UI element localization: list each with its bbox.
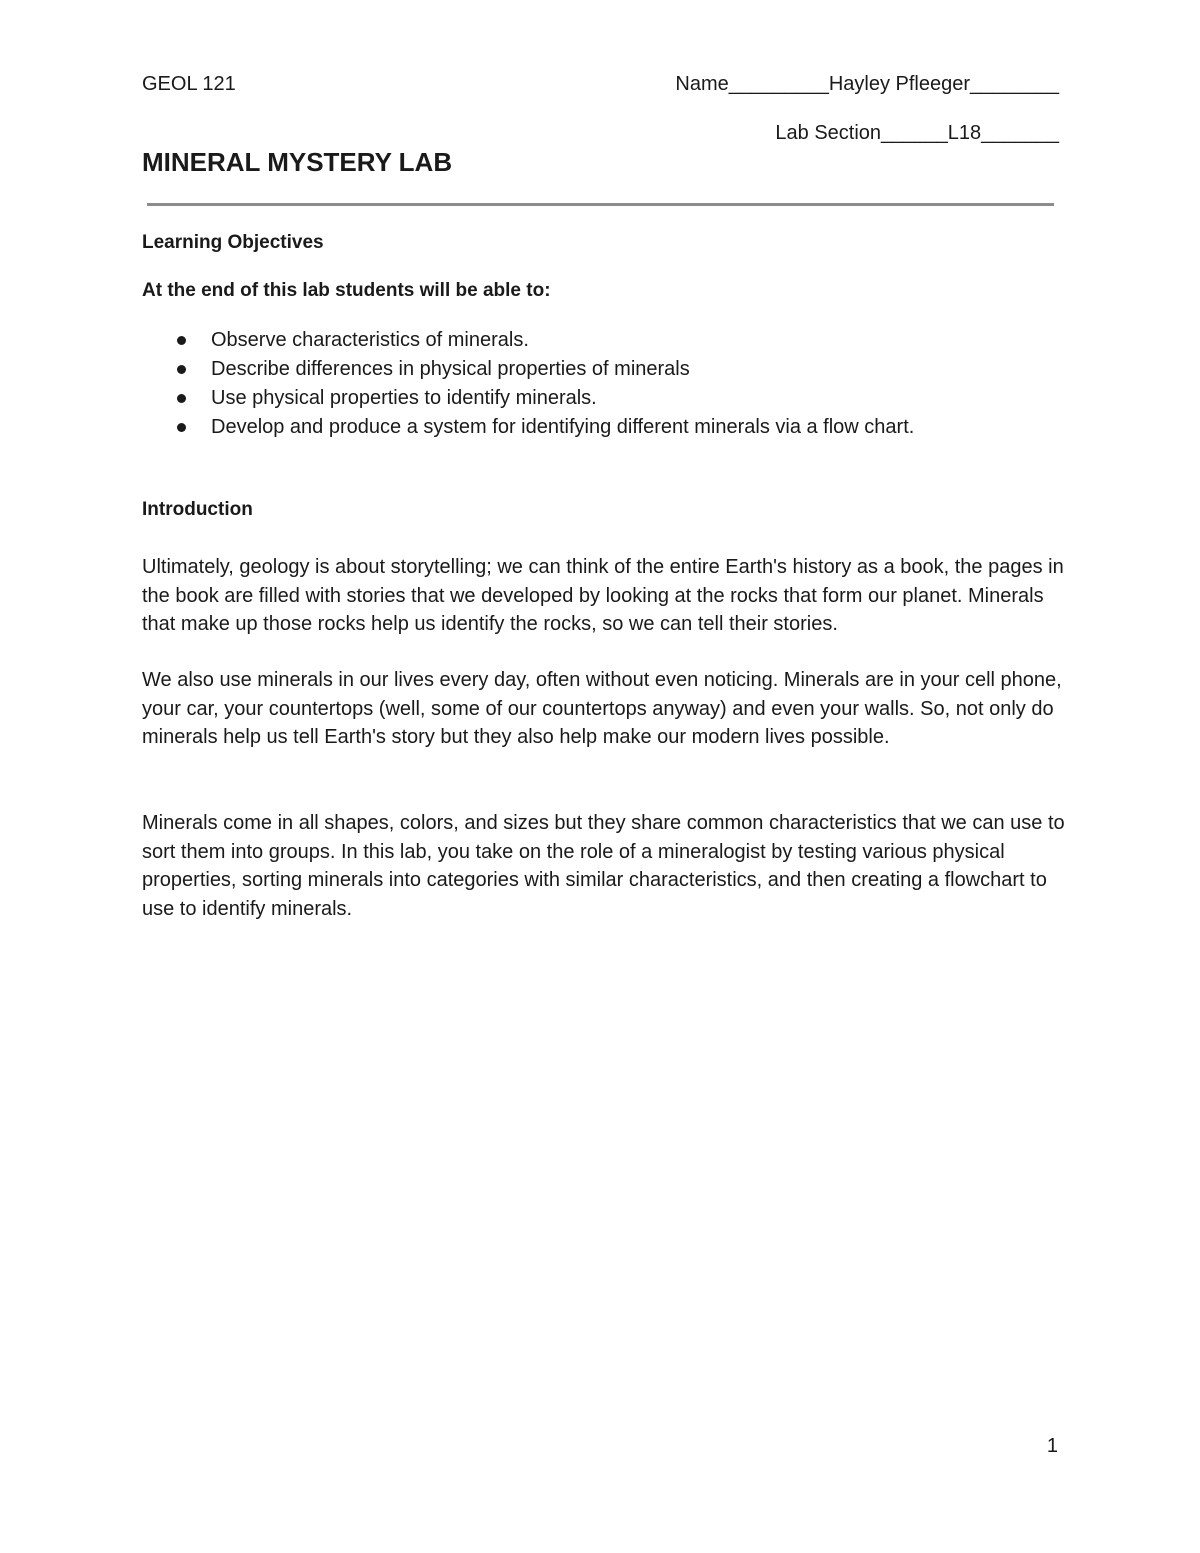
list-item: [176, 384, 914, 413]
list-item: [176, 355, 914, 384]
horizontal-divider: [147, 203, 1054, 206]
page-number: 1: [1046, 1435, 1058, 1457]
intro-paragraph: Minerals come in all shapes, colors, and sizes but they share common characteristics that we can use to sort them into groups. In this lab, you take on the role of a mineralogist by testing various physical properties, sorting minerals into categories with similar characteristics, and then creating a flowchart to use to identify minerals.: [142, 812, 1065, 921]
list-item: [176, 326, 914, 355]
intro-paragraph: We also use minerals in our lives every day, often without even noticing. Minerals are in your cell phone, your car, your countertops (well, some of our countertops anyway) and even your walls. So, not only do minerals help us tell Earth's story but they also help make our modern lives possible.: [142, 669, 1062, 749]
list-item: [176, 413, 914, 442]
bullet-icon: [177, 394, 186, 403]
page-title: MINERAL MYSTERY LAB: [142, 147, 453, 177]
objective-text: Describe differences in physical properties of minerals: [211, 358, 690, 380]
intro-paragraph: Ultimately, geology is about storytelling; we can think of the entire Earth's history as a book, the pages in the book are filled with stories that we developed by looking at the rocks that form our planet. Minerals that make up those rocks help us identify the rocks, so we can tell their stories.: [142, 556, 1064, 636]
objective-text: Develop and produce a system for identifying different minerals via a flow chart.: [211, 416, 915, 438]
student-name-line: Name_________Hayley Pfleeger________: [675, 73, 1059, 95]
learning-objectives-heading: Learning Objectives: [142, 232, 324, 253]
objective-text: Observe characteristics of minerals.: [211, 329, 529, 351]
objectives-lead-text: At the end of this lab students will be able to:: [142, 280, 551, 301]
objectives-list: [176, 326, 914, 442]
introduction-heading: Introduction: [142, 499, 253, 520]
bullet-icon: [177, 336, 186, 345]
bullet-icon: [177, 423, 186, 432]
course-code: GEOL 121: [142, 73, 236, 95]
objective-text: Use physical properties to identify minerals.: [211, 387, 597, 409]
lab-section-line: Lab Section______L18_______: [775, 122, 1059, 144]
bullet-icon: [177, 365, 186, 374]
